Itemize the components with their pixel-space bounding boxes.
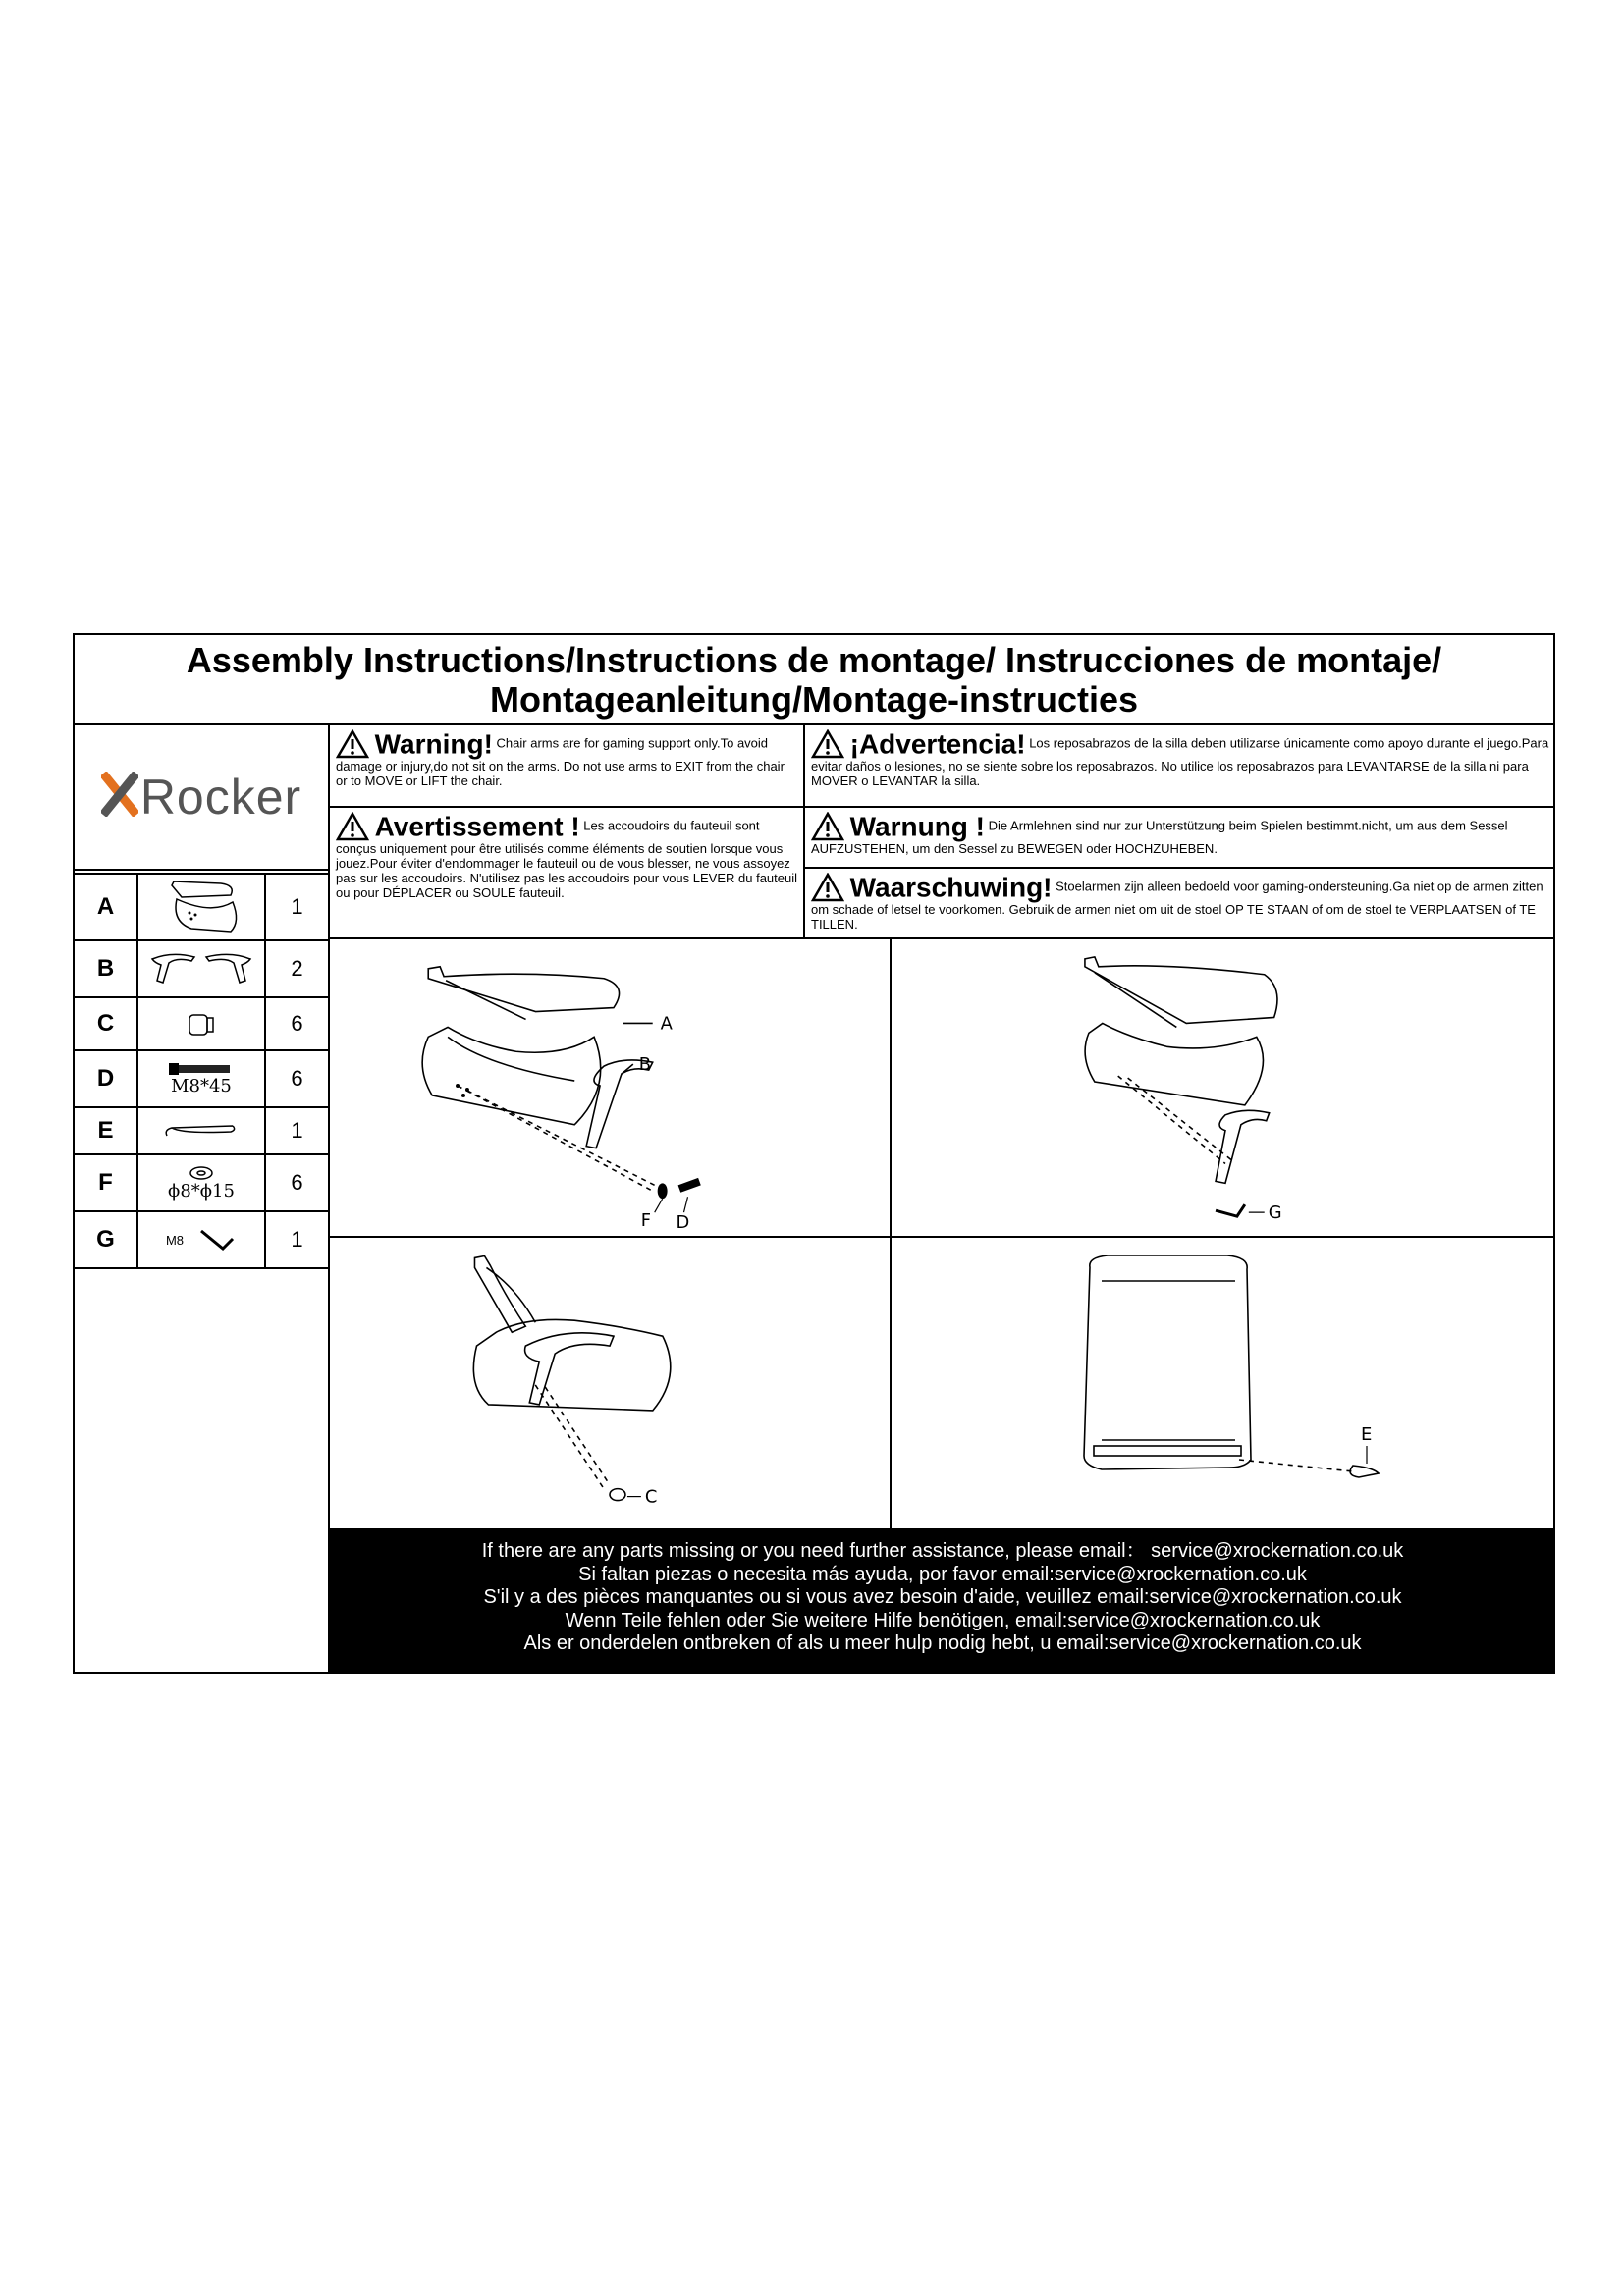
armrest-part-icon bbox=[138, 941, 266, 996]
label-g: G bbox=[1268, 1202, 1282, 1224]
hex-key-part-icon bbox=[138, 1212, 266, 1267]
warning-heading: Waarschuwing! bbox=[849, 872, 1053, 903]
warning-german bbox=[805, 808, 1555, 869]
warning-heading: ¡Advertencia! bbox=[849, 728, 1026, 760]
warning-text: Les accoudoirs du fauteuil sont conçus uniquement pour être utilisés comme éléments de soutien lorsque vous jouez.Pour éviter d'endommager le fauteuil ou de vous blesser, ne vous assoyez pas sur les accoudoirs. N'utilisez pas les accoudoirs pour vous LEVER du fauteuil ou pour DÉPLACER ou SOULE fauteuil. bbox=[336, 818, 797, 900]
warning-french bbox=[330, 808, 805, 937]
warning-triangle-icon bbox=[811, 812, 844, 841]
warning-heading: Warnung ! bbox=[849, 811, 985, 842]
warning-english bbox=[330, 725, 805, 808]
step-attach-armrest bbox=[330, 939, 892, 1238]
part-row-a bbox=[75, 873, 328, 941]
seat-part-icon bbox=[138, 875, 266, 939]
label-f: F bbox=[640, 1210, 652, 1232]
part-row-d bbox=[75, 1051, 328, 1108]
brand-logo bbox=[75, 725, 328, 871]
warning-heading: Warning! bbox=[374, 728, 493, 760]
washer-part-icon bbox=[138, 1155, 266, 1210]
part-qty: 1 bbox=[291, 1118, 303, 1143]
warning-spanish bbox=[805, 725, 1555, 808]
warning-text: Chair arms are for gaming support only.To avoid damage or injury,do not sit on the arms. Do not use arms to EXIT from the chair or to MOVE or LIFT the chair. bbox=[336, 735, 785, 788]
part-row-e bbox=[75, 1108, 328, 1155]
title-line-2: Montageanleitung/Montage-instructies bbox=[489, 679, 1139, 720]
label-b: B bbox=[638, 1054, 652, 1076]
part-row-g bbox=[75, 1212, 328, 1269]
part-row-b bbox=[75, 941, 328, 998]
hex-key-size-label: M8 bbox=[165, 1232, 185, 1248]
label-d: D bbox=[676, 1212, 690, 1234]
part-qty: 6 bbox=[291, 1170, 303, 1195]
title-block bbox=[75, 635, 1553, 725]
warning-text: Los reposabrazos de la silla deben utilizarse únicamente como apoyo durante el juego.Para evitar daños o lesiones, no se siente sobre los reposabrazos. No utilice los reposabrazos para LEVANTARSE de la silla ni para MOVER o LEVANTAR la silla. bbox=[811, 735, 1549, 788]
parts-column bbox=[75, 725, 330, 1674]
step-insert-caps bbox=[330, 1238, 892, 1528]
warning-dutch bbox=[805, 869, 1555, 937]
clip-pin-part-icon bbox=[138, 1108, 266, 1153]
instruction-sheet bbox=[73, 633, 1555, 1674]
part-qty: 6 bbox=[291, 1011, 303, 1036]
warnings-panel bbox=[330, 725, 1555, 937]
warning-triangle-icon bbox=[336, 729, 369, 759]
warning-triangle-icon bbox=[811, 873, 844, 902]
part-row-c bbox=[75, 998, 328, 1051]
part-letter: C bbox=[75, 998, 138, 1049]
part-qty: 2 bbox=[291, 956, 303, 981]
cap-part-icon bbox=[138, 998, 266, 1049]
title-line-1: Assembly Instructions/Instructions de montage/ Instrucciones de montaje/ bbox=[186, 640, 1442, 680]
support-line-nl: Als er onderdelen ontbreken of als u meer hulp nodig hebt, u email:service@xrockernation.co.uk bbox=[523, 1632, 1362, 1654]
warning-triangle-icon bbox=[336, 812, 369, 841]
support-line-es: Si faltan piezas o necesita más ayuda, por favor email:service@xrockernation.co.uk bbox=[578, 1563, 1307, 1585]
part-letter: F bbox=[75, 1155, 138, 1210]
label-c: C bbox=[644, 1486, 658, 1508]
step-tighten-bolts bbox=[892, 939, 1555, 1238]
bolt-part-icon bbox=[138, 1051, 266, 1106]
part-letter: E bbox=[75, 1108, 138, 1153]
support-line-en: If there are any parts missing or you need further assistance, please email： service@xrockernation.co.uk bbox=[481, 1540, 1404, 1562]
support-line-fr: S'il y a des pièces manquantes ou si vous avez besoin d'aide, veuillez email:service@xrockernation.co.uk bbox=[483, 1586, 1402, 1608]
part-qty: 6 bbox=[291, 1066, 303, 1091]
washer-size-label: ϕ8*ϕ15 bbox=[168, 1180, 235, 1201]
part-row-f bbox=[75, 1155, 328, 1212]
bolt-size-label: M8*45 bbox=[171, 1075, 232, 1096]
step-2-illustration bbox=[892, 939, 1555, 1236]
part-letter: D bbox=[75, 1051, 138, 1106]
assembly-steps bbox=[330, 937, 1555, 1528]
label-a: A bbox=[660, 1013, 673, 1035]
warning-heading: Avertissement ! bbox=[374, 811, 580, 842]
logo-wordmark: Rocker bbox=[139, 770, 302, 825]
logo-x-mark bbox=[101, 766, 138, 829]
warning-text: Stoelarmen zijn alleen bedoeld voor gaming-ondersteuning.Ga niet op de armen zitten om schade of letsel te voorkomen. Gebruik de armen niet om uit de stoel OP TE STAAN of om de stoel te VERPLAATSEN of TE TILLEN. bbox=[811, 879, 1543, 932]
part-letter: B bbox=[75, 941, 138, 996]
step-3-illustration bbox=[330, 1238, 890, 1528]
part-qty: 1 bbox=[291, 894, 303, 919]
part-letter: A bbox=[75, 875, 138, 939]
label-e: E bbox=[1361, 1424, 1373, 1445]
step-1-illustration bbox=[330, 939, 890, 1236]
support-footer bbox=[330, 1528, 1555, 1674]
warning-text: Die Armlehnen sind nur zur Unterstützung beim Spielen bestimmt.nicht, um aus dem Sessel AUFZUSTEHEN, um den Sessel zu BEWEGEN oder HOCHZUHEBEN. bbox=[811, 818, 1508, 856]
warning-triangle-icon bbox=[811, 729, 844, 759]
support-line-de: Wenn Teile fehlen oder Sie weitere Hilfe benötigen, email:service@xrockernation.co.uk bbox=[565, 1609, 1321, 1631]
part-letter: G bbox=[75, 1212, 138, 1267]
step-4-illustration bbox=[892, 1238, 1555, 1528]
part-qty: 1 bbox=[291, 1227, 303, 1252]
parts-list bbox=[75, 871, 328, 1269]
step-secure-pin bbox=[892, 1238, 1555, 1528]
